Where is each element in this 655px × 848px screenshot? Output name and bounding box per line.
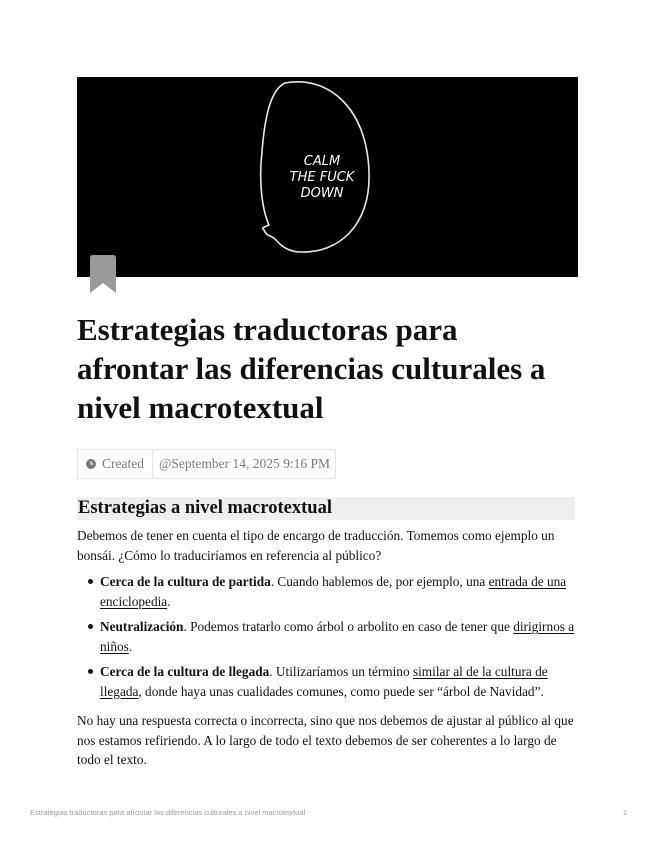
list-item-text: . [167, 593, 171, 609]
list-item-bold: Cerca de la cultura de partida [100, 574, 271, 589]
list-item-text: . Cuando hablemos de, por ejemplo, una [270, 574, 489, 589]
page-title: Estrategias traductoras para afrontar las diferencias culturales a nivel macrotextual [77, 312, 546, 425]
list-item-text: . Podemos tratarlo como árbol o arbolito en caso de tener que [183, 619, 514, 634]
page-number: 1 [622, 808, 627, 817]
property-name [78, 450, 152, 478]
list-item-link[interactable]: dirigirnos a niños [100, 619, 575, 654]
section-heading: Estrategias a nivel macrotextual [77, 497, 575, 520]
list-item-bold: Cerca de la cultura de llegada [100, 664, 270, 679]
list-item-text: . Utilizaríamos un término [269, 664, 413, 679]
page-footer [30, 808, 627, 817]
list-item-text: , donde haya unas cualidades comunes, como puede ser “árbol de Navidad”. [138, 683, 544, 699]
cover-image [77, 77, 578, 277]
list-item [77, 572, 577, 611]
bookmark-icon [90, 255, 116, 293]
clock-icon [86, 459, 96, 469]
list-item-bold: Neutralización [100, 619, 184, 634]
list-item-link[interactable]: entrada de una enciclopedia [100, 574, 567, 609]
speech-bubble-line: THE FUCK [289, 170, 355, 185]
created-value: @September 14, 2025 9:16 PM [152, 450, 335, 478]
strategy-list [77, 572, 577, 707]
list-item-text: . [128, 638, 133, 654]
list-item [77, 617, 577, 656]
speech-bubble-illustration [77, 77, 578, 277]
speech-bubble-line: CALM [303, 154, 341, 169]
intro-paragraph: Debemos de tener en cuenta el tipo de encargo de traducción. Tomemos como ejemplo un bonsái. ¿Cómo lo traduciríamos en referencia al público? [77, 528, 555, 563]
list-item [77, 662, 577, 701]
list-item-link[interactable]: similar al de la cultura de llegada [100, 664, 548, 699]
speech-bubble-line: DOWN [300, 186, 344, 201]
created-label: Created [102, 456, 144, 471]
closing-paragraph: No hay una respuesta correcta o incorrecta, sino que nos debemos de ajustar al público al que nos estamos refiriendo. A lo largo de todo el texto debemos de ser coherentes a lo largo de todo el texto. [77, 713, 574, 767]
created-property [77, 449, 336, 479]
footer-title: Estrategias traductoras para afrontar las diferencias culturales a nivel macrotextual [30, 808, 306, 817]
